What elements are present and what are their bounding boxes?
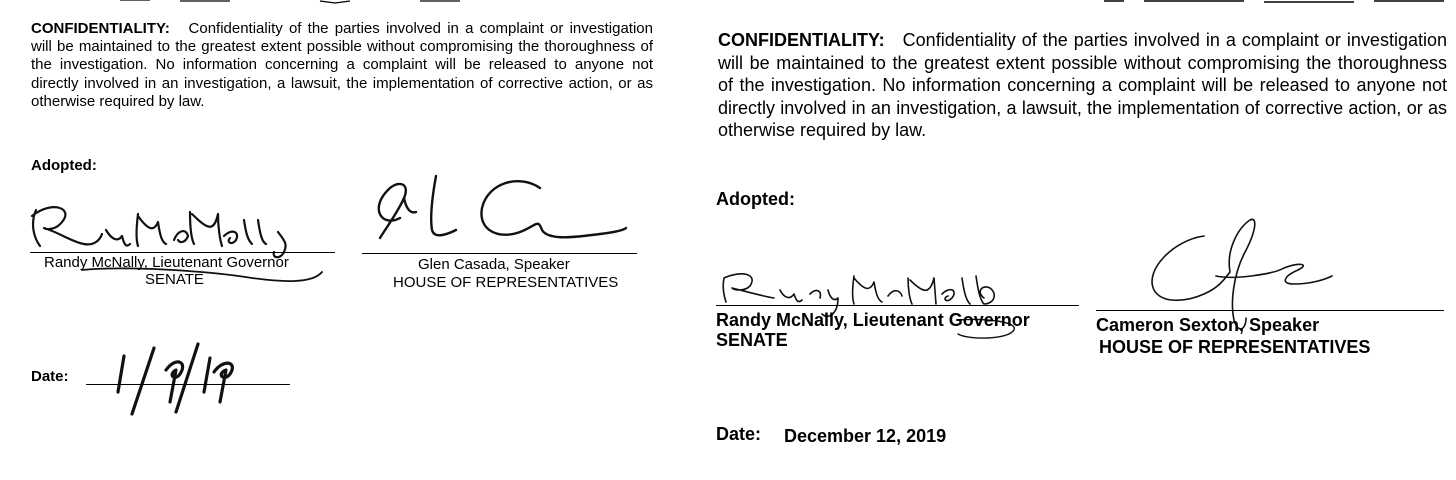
confidentiality-body: Confidentiality of the parties involved in a complaint or investigation will be maintained to the greatest extent possible without compromising the thoroughness of the investigation. No information concerning a complaint will be released to anyone not directly involved in an investigation, a lawsuit, the implementation of corrective action, or as otherwise required by law. bbox=[31, 20, 653, 110]
adopted-label: Adopted: bbox=[31, 157, 97, 174]
signatory-2-body: HOUSE OF REPRESENTATIVES bbox=[393, 274, 619, 291]
date-value: December 12, 2019 bbox=[784, 426, 947, 446]
signatory-2-body: HOUSE OF REPRESENTATIVES bbox=[1099, 337, 1371, 357]
signature-glen-casada bbox=[360, 168, 640, 258]
date-label: Date: bbox=[31, 368, 69, 385]
signature-line-2 bbox=[362, 253, 637, 254]
signatory-1-name: Randy McNally, Lieutenant Governor bbox=[716, 310, 1030, 330]
signature-line-2 bbox=[1096, 310, 1444, 311]
signatory-2-name: Cameron Sexton, Speaker bbox=[1096, 315, 1320, 335]
signature-line-1 bbox=[30, 252, 335, 253]
confidentiality-heading: CONFIDENTIALITY: bbox=[31, 20, 170, 37]
date-label: Date: bbox=[716, 424, 762, 444]
date-line bbox=[86, 384, 290, 385]
confidentiality-heading: CONFIDENTIALITY: bbox=[718, 30, 885, 50]
document-left bbox=[0, 0, 704, 480]
document-right bbox=[704, 0, 1456, 480]
adopted-label: Adopted: bbox=[716, 189, 795, 209]
cut-off-text-fragment bbox=[1104, 0, 1444, 8]
signatory-1-body: SENATE bbox=[716, 330, 788, 350]
signature-line-1 bbox=[716, 305, 1079, 306]
cut-off-text-fragment bbox=[120, 0, 480, 8]
confidentiality-paragraph bbox=[718, 29, 1447, 142]
signatory-1-name: Randy McNally, Lieutenant Governor bbox=[44, 254, 289, 271]
signatory-1-body: SENATE bbox=[145, 271, 204, 288]
confidentiality-paragraph bbox=[31, 20, 653, 111]
handwritten-date bbox=[110, 336, 250, 420]
signatory-2-name: Glen Casada, Speaker bbox=[418, 256, 570, 273]
confidentiality-body: Confidentiality of the parties involved in a complaint or investigation will be maintained to the greatest extent possible without compromising the thoroughness of the investigation. No information concerning a complaint will be released to anyone not directly involved in an investigation, a lawsuit, the implementation of corrective action, or as otherwise required by law. bbox=[718, 30, 1447, 140]
